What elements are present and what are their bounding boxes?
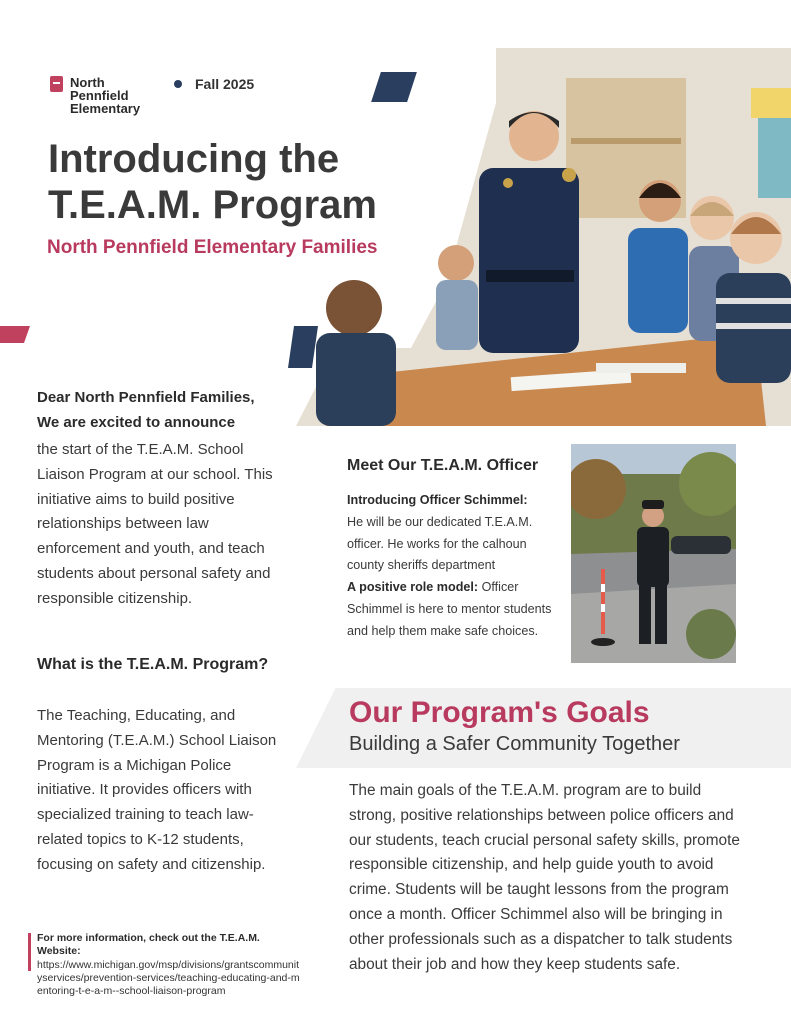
page-subtitle: North Pennfield Elementary Families [47,237,378,258]
what-heading: What is the T.E.A.M. Program? [37,656,269,673]
school-name-line3: Elementary [70,101,141,116]
letter-salutation: Dear North Pennfield Families, [37,389,255,406]
officer-role-text: Officer Schimmel is here to mentor students and help them make safe choices. [347,580,552,638]
more-info-link[interactable]: https://www.michigan.gov/msp/divisions/grantscommunityservices/prevention-services/teaching-educating-and-mentoring-t-e-a-m--school-liaison-program [37,958,300,998]
school-name [70,76,180,115]
title-line1: Introducing the [48,137,340,181]
officer-description [347,490,565,643]
officer-intro-text: He will be our dedicated T.E.A.M. officer. He works for the calhoun county sheriffs department [347,514,533,573]
letter-greeting [37,385,277,435]
officer-photo [571,444,736,663]
school-logo-icon [50,76,63,92]
letter-body: the start of the T.E.A.M. School Liaison Program at our school. This initiative aims to build positive relationships between law enforcement and youth, and teach students about personal safety and responsible citizenship. [37,441,273,607]
bullet-dot-icon [174,80,182,88]
goals-subtitle: Building a Safer Community Together [349,733,680,755]
season-label: Fall 2025 [195,76,255,92]
school-name-line1: North [70,75,105,90]
more-info [37,932,302,998]
goals-body: The main goals of the T.E.A.M. program are to build strong, positive relationships between police officers and our students, teach crucial personal safety skills, promote responsible citizenship, and help guide youth to avoid crime. Students will be taught lessons from the program once a month. Officer Schimmel also will be bringing in other professionals such as a dispatcher to talk students about their job and how they keep students safe. [349,782,740,973]
officer-heading: Meet Our T.E.A.M. Officer [347,457,539,474]
school-name-line2: Pennfield [70,88,129,103]
title-line2: T.E.A.M. Program [48,183,377,227]
decorative-red-slant [0,326,30,343]
info-accent-bar [28,933,31,971]
letter-lead: We are excited to announce [37,414,236,431]
officer-role-label: A positive role model: [347,580,479,595]
officer-intro-label: Introducing Officer Schimmel: [347,493,528,507]
what-body: The Teaching, Educating, and Mentoring (T.E.A.M.) School Liaison Program is a Michigan Police initiative. It provides officers with specialized training to teach law-related topics to K-12 students, focusing on safety and citizenship. [37,707,277,873]
more-info-title: For more information, check out the T.E.A.M. Website: [37,932,260,958]
goals-title: Our Program's Goals [349,696,650,729]
hero-photo [296,48,791,426]
